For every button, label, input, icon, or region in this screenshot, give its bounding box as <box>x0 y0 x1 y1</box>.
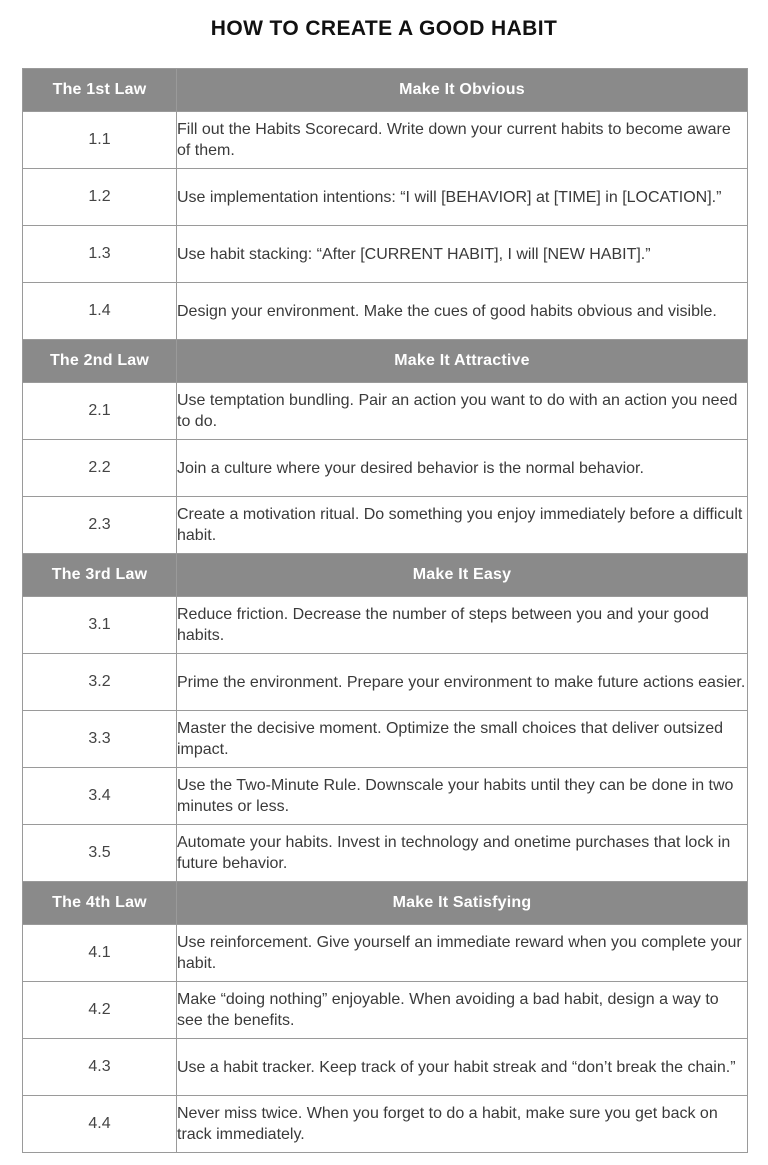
table-row <box>23 925 748 982</box>
item-text: Use the Two-Minute Rule. Downscale your habits until they can be done in two minutes or less. <box>177 768 748 825</box>
item-text: Use temptation bundling. Pair an action you want to do with an action you need to do. <box>177 383 748 440</box>
item-number: 1.2 <box>23 169 177 226</box>
table-row <box>23 982 748 1039</box>
table-row <box>23 283 748 340</box>
item-number: 1.1 <box>23 112 177 169</box>
table-row <box>23 825 748 882</box>
item-number: 3.5 <box>23 825 177 882</box>
law-header-row <box>23 340 748 383</box>
item-number: 2.2 <box>23 440 177 497</box>
table-row <box>23 112 748 169</box>
item-number: 4.1 <box>23 925 177 982</box>
item-text: Use reinforcement. Give yourself an immediate reward when you complete your habit. <box>177 925 748 982</box>
law-heading: Make It Obvious <box>177 69 748 112</box>
table-row <box>23 226 748 283</box>
table-row <box>23 654 748 711</box>
item-text: Reduce friction. Decrease the number of steps between you and your good habits. <box>177 597 748 654</box>
law-heading: Make It Satisfying <box>177 882 748 925</box>
item-text: Create a motivation ritual. Do something you enjoy immediately before a difficult habit. <box>177 497 748 554</box>
item-number: 1.4 <box>23 283 177 340</box>
law-header-row <box>23 882 748 925</box>
item-number: 1.3 <box>23 226 177 283</box>
table-row <box>23 169 748 226</box>
table-row <box>23 497 748 554</box>
law-heading: Make It Attractive <box>177 340 748 383</box>
item-number: 4.3 <box>23 1039 177 1096</box>
table-row <box>23 711 748 768</box>
table-row <box>23 768 748 825</box>
table-row <box>23 597 748 654</box>
item-text: Master the decisive moment. Optimize the small choices that deliver outsized impact. <box>177 711 748 768</box>
item-text: Prime the environment. Prepare your environment to make future actions easier. <box>177 654 748 711</box>
item-number: 2.1 <box>23 383 177 440</box>
law-header-row <box>23 69 748 112</box>
item-text: Use implementation intentions: “I will [BEHAVIOR] at [TIME] in [LOCATION].” <box>177 169 748 226</box>
item-text: Join a culture where your desired behavior is the normal behavior. <box>177 440 748 497</box>
habits-table <box>22 68 748 1153</box>
law-heading: Make It Easy <box>177 554 748 597</box>
item-number: 3.2 <box>23 654 177 711</box>
item-text: Automate your habits. Invest in technology and onetime purchases that lock in future behavior. <box>177 825 748 882</box>
law-label: The 2nd Law <box>23 340 177 383</box>
table-row <box>23 1039 748 1096</box>
law-label: The 3rd Law <box>23 554 177 597</box>
item-text: Use a habit tracker. Keep track of your habit streak and “don’t break the chain.” <box>177 1039 748 1096</box>
item-number: 3.1 <box>23 597 177 654</box>
table-row <box>23 383 748 440</box>
law-label: The 4th Law <box>23 882 177 925</box>
item-text: Use habit stacking: “After [CURRENT HABIT], I will [NEW HABIT].” <box>177 226 748 283</box>
item-number: 4.4 <box>23 1096 177 1153</box>
item-number: 3.4 <box>23 768 177 825</box>
item-text: Make “doing nothing” enjoyable. When avoiding a bad habit, design a way to see the benefits. <box>177 982 748 1039</box>
table-row <box>23 440 748 497</box>
law-header-row <box>23 554 748 597</box>
item-number: 2.3 <box>23 497 177 554</box>
law-label: The 1st Law <box>23 69 177 112</box>
item-text: Fill out the Habits Scorecard. Write down your current habits to become aware of them. <box>177 112 748 169</box>
item-text: Never miss twice. When you forget to do a habit, make sure you get back on track immediately. <box>177 1096 748 1153</box>
item-number: 4.2 <box>23 982 177 1039</box>
item-number: 3.3 <box>23 711 177 768</box>
page-title: HOW TO CREATE A GOOD HABIT <box>210 17 558 40</box>
item-text: Design your environment. Make the cues of good habits obvious and visible. <box>177 283 748 340</box>
table-row <box>23 1096 748 1153</box>
